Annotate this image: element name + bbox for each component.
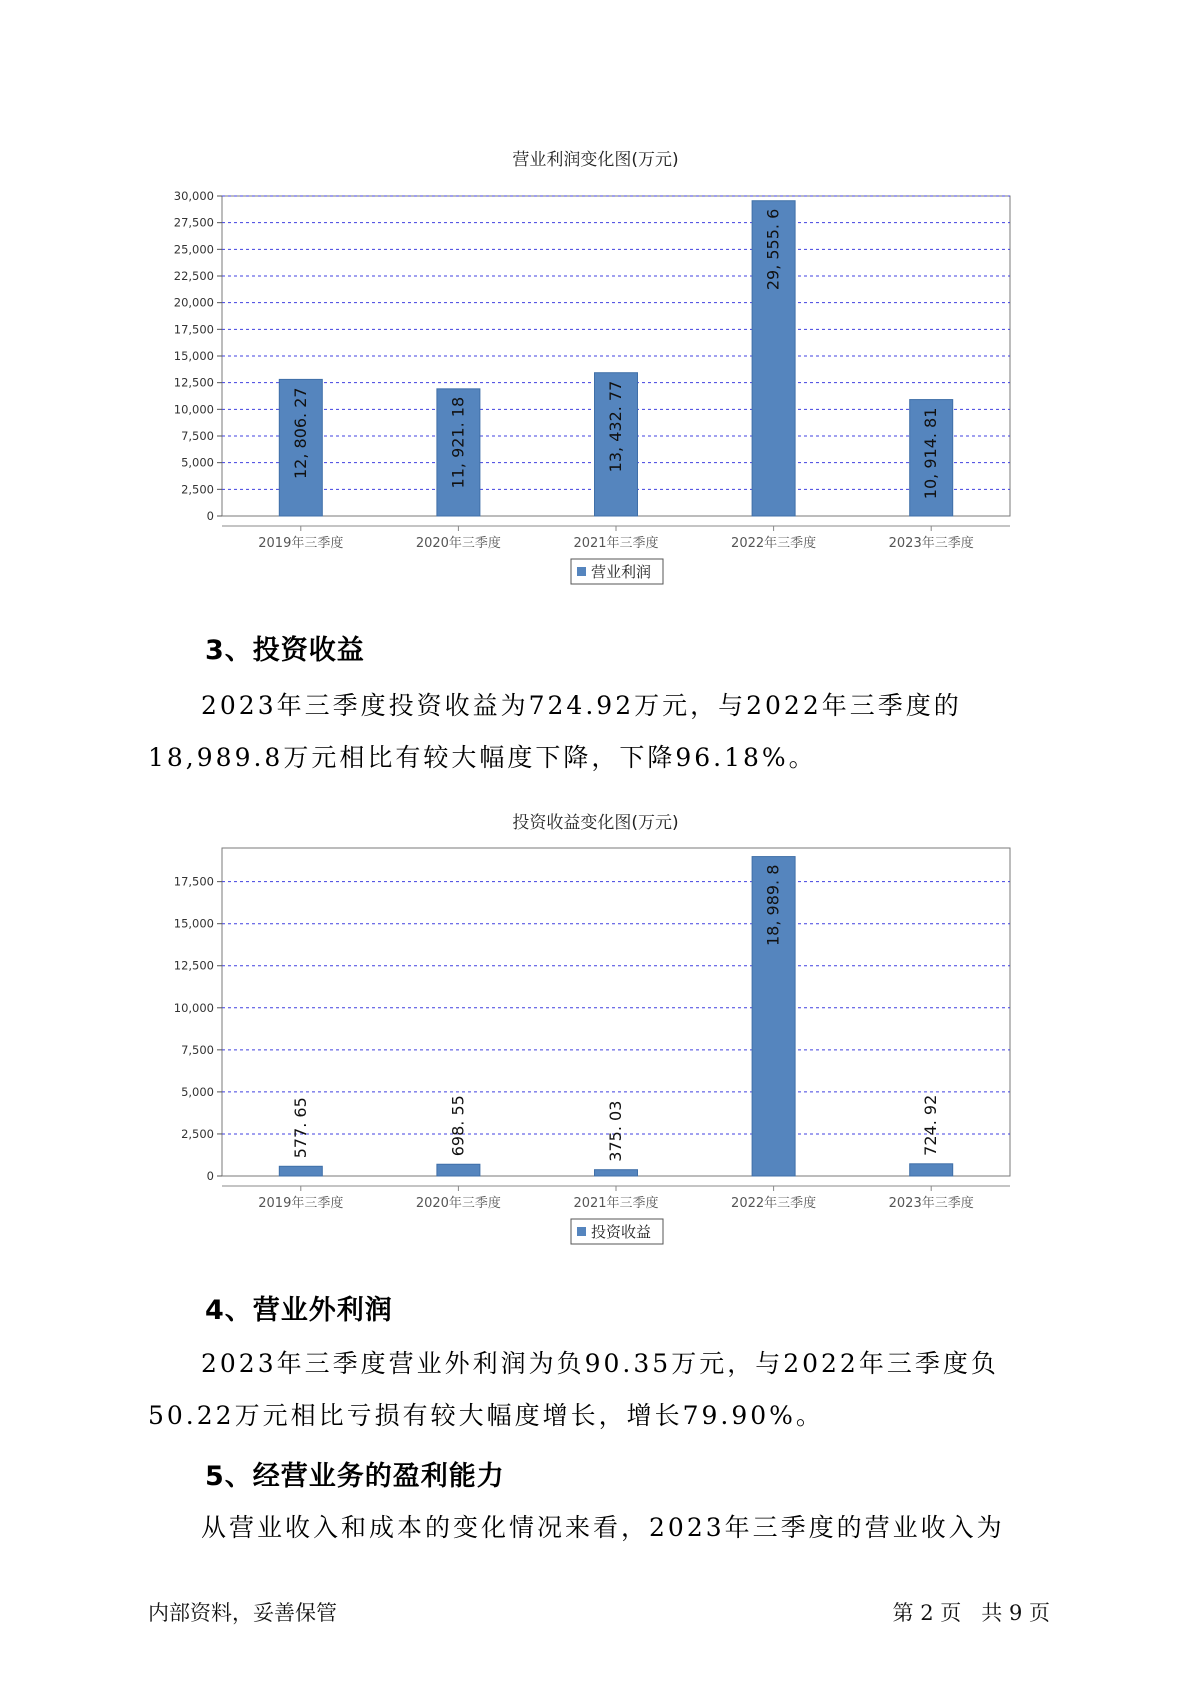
y-tick-label: 15,000 [173,916,214,931]
data-label: 13, 432. 77 [606,380,625,473]
bar [437,1164,480,1176]
footer-page-number: 第 2 页 共 9 页 [892,1601,1050,1625]
legend-swatch [577,567,586,576]
section-3-paragraph: 2023年三季度投资收益为724.92万元，与2022年三季度的18,989.8万元相比有较大幅度下降，下降96.18%。 [148,691,962,772]
data-label: 11, 921. 18 [448,396,468,489]
y-tick-label: 12,500 [173,958,214,973]
y-tick-label: 15,000 [173,349,214,363]
y-tick-label: 0 [206,1169,214,1183]
chart2-title: 投资收益变化图(万元) [512,813,679,833]
y-tick-label: 17,500 [173,322,214,337]
x-tick-label: 2019年三季度 [258,536,344,551]
x-tick-label: 2023年三季度 [888,1196,974,1211]
bar [279,1166,322,1176]
x-tick-label: 2019年三季度 [258,1196,344,1211]
y-tick-label: 2,500 [181,1126,214,1141]
y-tick-label: 10,000 [173,1000,214,1015]
bar [910,1164,953,1176]
data-label: 10, 914. 81 [921,407,941,500]
data-label: 577. 65 [290,1097,310,1159]
section-5-paragraph: 从营业收入和成本的变化情况来看，2023年三季度的营业收入为 [201,1513,1005,1542]
x-tick-label: 2022年三季度 [731,536,817,551]
section-3-heading: 3、投资收益 [205,635,365,666]
y-tick-label: 20,000 [173,295,214,310]
data-label: 375. 03 [606,1100,625,1162]
y-tick-label: 7,500 [181,429,214,443]
bar [595,1170,638,1176]
x-tick-label: 2021年三季度 [573,536,659,551]
data-label: 12, 806. 27 [290,387,310,480]
data-label: 698. 55 [448,1095,468,1157]
x-tick-label: 2023年三季度 [888,536,974,551]
legend-label: 营业利润 [591,563,652,581]
y-tick-label: 22,500 [173,269,214,283]
y-tick-label: 2,500 [181,482,214,497]
chart1-title: 营业利润变化图(万元) [512,150,679,170]
footer-confidential: 内部资料，妥善保管 [148,1601,337,1625]
section-4-paragraph: 2023年三季度营业外利润为负90.35万元，与2022年三季度负50.22万元相比亏损有较大幅度增长，增长79.90%。 [148,1349,999,1430]
x-tick-label: 2020年三季度 [415,536,501,551]
y-tick-label: 5,000 [181,455,214,470]
y-tick-label: 7,500 [181,1042,214,1057]
y-tick-label: 25,000 [173,242,214,257]
section-5-heading: 5、经营业务的盈利能力 [205,1461,505,1492]
x-tick-label: 2022年三季度 [731,1196,817,1211]
data-label: 18, 989. 8 [763,864,783,947]
y-tick-label: 0 [206,509,214,523]
data-label: 724. 92 [921,1094,941,1156]
y-tick-label: 10,000 [173,402,214,417]
y-tick-label: 27,500 [173,215,214,230]
x-tick-label: 2021年三季度 [573,1196,659,1211]
legend-swatch [577,1227,586,1236]
x-tick-label: 2020年三季度 [415,1196,501,1211]
operating-profit-chart [0,180,1191,600]
section-4-heading: 4、营业外利润 [205,1295,393,1326]
investment-income-chart [0,840,1191,1260]
y-tick-label: 12,500 [173,375,214,390]
legend-label: 投资收益 [591,1223,652,1241]
y-tick-label: 17,500 [173,874,214,889]
data-label: 29, 555. 6 [763,208,783,291]
y-tick-label: 5,000 [181,1084,214,1099]
y-tick-label: 30,000 [173,189,214,203]
